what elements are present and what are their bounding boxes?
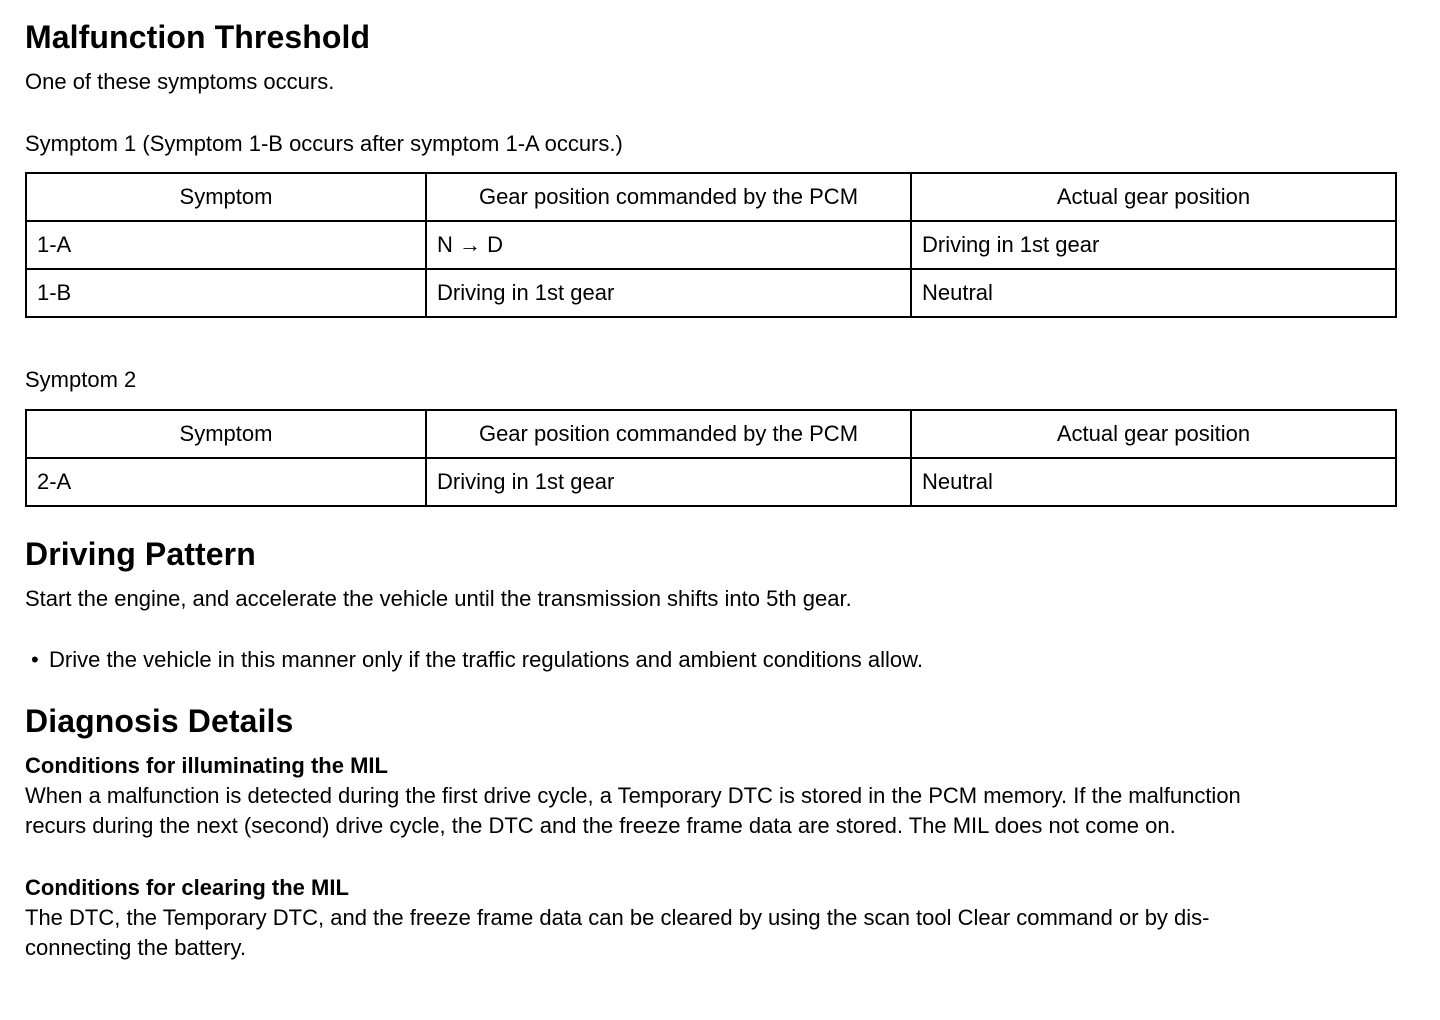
header-symptom: Symptom xyxy=(26,173,426,221)
table-header-row xyxy=(26,410,1396,458)
bullet-text: Drive the vehicle in this manner only if the traffic regulations and ambient conditions allow. xyxy=(49,647,923,672)
cell-commanded-gear: Driving in 1st gear xyxy=(426,458,911,506)
text-line: connecting the battery. xyxy=(25,935,246,960)
symptom2-table xyxy=(25,409,1397,507)
illuminating-mil-title: Conditions for illuminating the MIL xyxy=(25,753,388,778)
header-symptom: Symptom xyxy=(26,410,426,458)
diagnosis-details-heading: Diagnosis Details xyxy=(25,703,294,739)
text-line: The DTC, the Temporary DTC, and the freeze frame data can be cleared by using the scan tool Clear command or by dis- xyxy=(25,905,1210,930)
symptom1-table xyxy=(25,172,1397,318)
driving-pattern-bullet xyxy=(31,645,923,675)
cell-actual-gear: Neutral xyxy=(911,269,1396,317)
table-row xyxy=(26,221,1396,269)
cell-commanded-gear: N → D xyxy=(426,221,911,269)
cell-commanded-gear: Driving in 1st gear xyxy=(426,269,911,317)
table-header-row xyxy=(26,173,1396,221)
clearing-mil-title: Conditions for clearing the MIL xyxy=(25,875,349,900)
cell-symptom: 2-A xyxy=(26,458,426,506)
header-actual-gear: Actual gear position xyxy=(911,173,1396,221)
text-line: When a malfunction is detected during the first drive cycle, a Temporary DTC is stored in the PCM memory. If the malfunction xyxy=(25,783,1241,808)
header-actual-gear: Actual gear position xyxy=(911,410,1396,458)
table-row xyxy=(26,458,1396,506)
cell-actual-gear: Driving in 1st gear xyxy=(911,221,1396,269)
threshold-intro: One of these symptoms occurs. xyxy=(25,69,335,94)
symptom2-caption: Symptom 2 xyxy=(25,367,137,392)
bullet-icon: • xyxy=(31,647,39,672)
table-row xyxy=(26,269,1396,317)
cell-symptom: 1-B xyxy=(26,269,426,317)
illuminating-mil-text xyxy=(25,781,1395,841)
driving-pattern-heading: Driving Pattern xyxy=(25,536,256,572)
driving-pattern-text: Start the engine, and accelerate the vehicle until the transmission shifts into 5th gear. xyxy=(25,586,852,611)
header-commanded-gear: Gear position commanded by the PCM xyxy=(426,173,911,221)
symptom1-caption: Symptom 1 (Symptom 1-B occurs after symptom 1-A occurs.) xyxy=(25,131,623,156)
malfunction-threshold-heading: Malfunction Threshold xyxy=(25,19,371,55)
cell-actual-gear: Neutral xyxy=(911,458,1396,506)
text-line: recurs during the next (second) drive cycle, the DTC and the freeze frame data are stored. The MIL does not come on. xyxy=(25,813,1176,838)
cell-symptom: 1-A xyxy=(26,221,426,269)
header-commanded-gear: Gear position commanded by the PCM xyxy=(426,410,911,458)
clearing-mil-text xyxy=(25,903,1395,963)
